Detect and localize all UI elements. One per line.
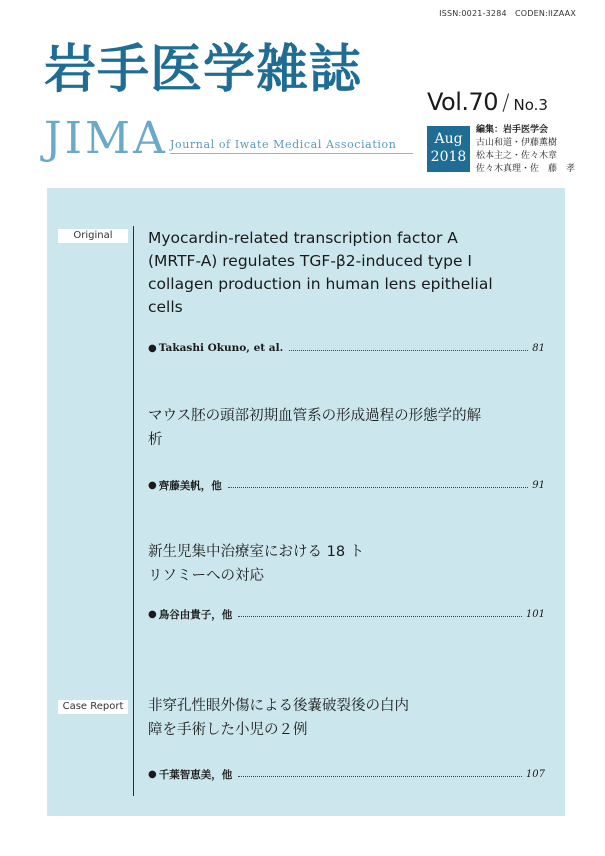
editor-line: 古山和道・伊藤薫樹	[476, 138, 558, 148]
issn-coden: ISSN:0021-3284 CODEN:IIZAAX	[439, 9, 576, 18]
page-number: 81	[532, 342, 545, 354]
page-number: 101	[525, 608, 545, 620]
issue-number: No.3	[513, 96, 548, 114]
editor-line: 松本主之・佐々木章	[476, 151, 558, 161]
article-authors: 鳥谷由貴子，他	[158, 608, 233, 621]
bullet: ●	[148, 768, 157, 780]
author-row[interactable]	[148, 478, 545, 492]
article-authors: 千葉智恵美，他	[158, 768, 233, 781]
page-number: 91	[532, 479, 545, 491]
article-title[interactable]: Myocardin-related transcription factor A (MRTF-A) regulates TGF-β2-induced type I collagen production in human lens epithelial cells	[148, 229, 493, 316]
issue-month: Aug	[434, 131, 463, 147]
author-row[interactable]	[148, 767, 545, 781]
article-authors: 齊藤美帆，他	[158, 479, 222, 492]
slash-divider: /	[502, 91, 510, 116]
issue-year: 2018	[430, 149, 467, 165]
dot-leader	[238, 776, 522, 777]
dot-leader	[238, 616, 522, 617]
article-title[interactable]: 新生児集中治療室における 18 トリソミーへの対応	[148, 544, 365, 584]
article-title[interactable]: 非穿孔性眼外傷による後嚢破裂後の白内障を手術した小児の２例	[148, 698, 409, 738]
volume-number	[427, 88, 548, 116]
journal-acronym: JIMA	[44, 113, 168, 164]
bullet: ●	[148, 342, 157, 354]
category-tag-original: Original	[58, 229, 128, 243]
category-tag-case-report: Case Report	[58, 700, 128, 714]
title-rule	[170, 153, 413, 154]
volume: Vol.70	[427, 88, 499, 116]
journal-title-en: Journal of Iwate Medical Association	[170, 138, 397, 151]
journal-title-jp: 岩手医学雑誌	[44, 40, 363, 100]
page-number: 107	[525, 768, 545, 780]
article-authors: Takashi Okuno, et al.	[158, 342, 284, 354]
dot-leader	[289, 350, 528, 351]
issue-date-box	[427, 126, 470, 172]
editor-label: 編集：岩手医学会	[476, 125, 549, 135]
author-row[interactable]	[148, 607, 545, 621]
editor-line: 佐々木真理・佐 藤 孝	[476, 164, 576, 174]
contents-divider	[133, 226, 134, 796]
author-row[interactable]	[148, 341, 545, 355]
bullet: ●	[148, 608, 157, 620]
editor-block	[476, 124, 575, 176]
article-title[interactable]: マウス胚の頭部初期血管系の形成過程の形態学的解析	[148, 408, 482, 448]
bullet: ●	[148, 479, 157, 491]
dot-leader	[228, 487, 529, 488]
